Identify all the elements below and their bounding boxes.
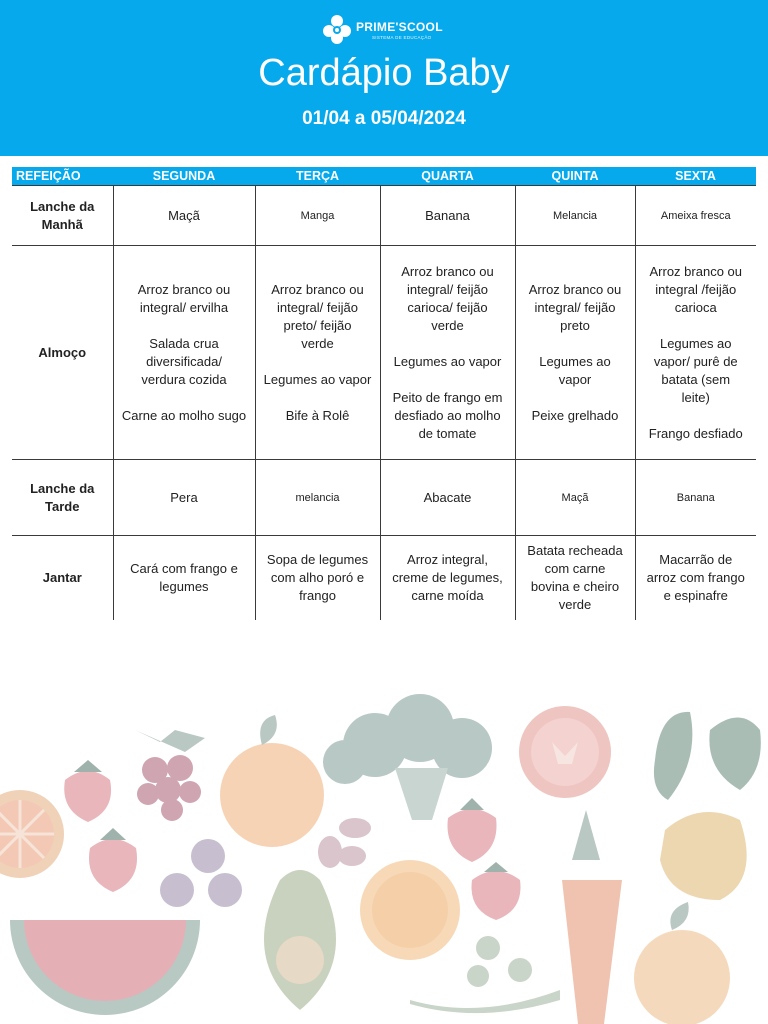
menu-header-row (12, 167, 756, 186)
brand-logo (320, 12, 460, 46)
menu-cell: Maçã (113, 186, 255, 246)
header-banner (0, 0, 768, 156)
date-range: 01/04 a 05/04/2024 (302, 108, 466, 129)
column-header-friday: SEXTA (635, 167, 756, 186)
orange-slice-icon (0, 790, 64, 878)
broccoli-icon (323, 694, 492, 820)
menu-cell: Maçã (515, 460, 635, 536)
menu-cell: Ameixa fresca (635, 186, 756, 246)
beans-icon (318, 818, 371, 868)
flower-logo-icon (320, 12, 354, 46)
column-header-meal: REFEIÇÃO (12, 167, 113, 186)
strawberry-icon (448, 798, 497, 862)
grapes-icon (135, 730, 205, 821)
fruit-illustration (0, 690, 768, 1024)
strawberry-icon (89, 828, 137, 892)
menu-cell: Macarrão de arroz com frango e espinafre (635, 536, 756, 620)
meal-name: Lanche da Manhã (12, 186, 113, 246)
table-row (12, 246, 756, 460)
menu-cell: Sopa de legumes com alho poró e frango (255, 536, 380, 620)
watermelon-icon (10, 920, 200, 1015)
menu-cell: Banana (635, 460, 756, 536)
menu-cell: Manga (255, 186, 380, 246)
brand-name: PRIME'SCOOL (356, 20, 443, 34)
menu-cell: Banana (380, 186, 515, 246)
strawberry-icon (472, 862, 521, 920)
orange-half-icon (360, 860, 460, 960)
menu-cell: Arroz branco ou integral/ feijão carioca/ feijão verde Legumes ao vapor Peito de frango em desfiado ao molho de tomate (380, 246, 515, 460)
tomato-icon (519, 706, 611, 798)
mango-icon (660, 812, 747, 900)
strawberry-icon (64, 760, 111, 822)
page-title: Cardápio Baby (258, 52, 510, 94)
menu-cell: Arroz branco ou integral/ feijão preto Legumes ao vapor Peixe grelhado (515, 246, 635, 460)
column-header-monday: SEGUNDA (113, 167, 255, 186)
meal-name: Lanche da Tarde (12, 460, 113, 536)
spinach-icon (654, 712, 761, 800)
menu-cell: Arroz branco ou integral/ feijão preto/ feijão verde Legumes ao vapor Bife à Rolê (255, 246, 380, 460)
brand-tagline: SISTEMA DE EDUCAÇÃO (372, 35, 432, 40)
table-row (12, 460, 756, 536)
avocado-icon (264, 870, 336, 1010)
table-row (12, 186, 756, 246)
carrot-icon (562, 810, 622, 1024)
menu-cell: Cará com frango e legumes (113, 536, 255, 620)
menu-cell: Batata recheada com carne bovina e cheiro verde (515, 536, 635, 620)
menu-cell: Pera (113, 460, 255, 536)
table-row (12, 536, 756, 620)
menu-cell: Arroz branco ou integral/ ervilha Salada crua diversificada/ verdura cozida Carne ao molho sugo (113, 246, 255, 460)
menu-cell: melancia (255, 460, 380, 536)
menu-table (12, 167, 756, 620)
column-header-thursday: QUINTA (515, 167, 635, 186)
meal-name: Almoço (12, 246, 113, 460)
meal-name: Jantar (12, 536, 113, 620)
column-header-tuesday: TERÇA (255, 167, 380, 186)
menu-cell: Abacate (380, 460, 515, 536)
menu-cell: Arroz integral, creme de legumes, carne moída (380, 536, 515, 620)
blueberries-icon (160, 839, 242, 907)
menu-cell: Melancia (515, 186, 635, 246)
column-header-wednesday: QUARTA (380, 167, 515, 186)
orange-icon (220, 715, 324, 847)
orange-icon (634, 902, 730, 1024)
menu-cell: Arroz branco ou integral /feijão carioca Legumes ao vapor/ purê de batata (sem leite) Frango desfiado (635, 246, 756, 460)
